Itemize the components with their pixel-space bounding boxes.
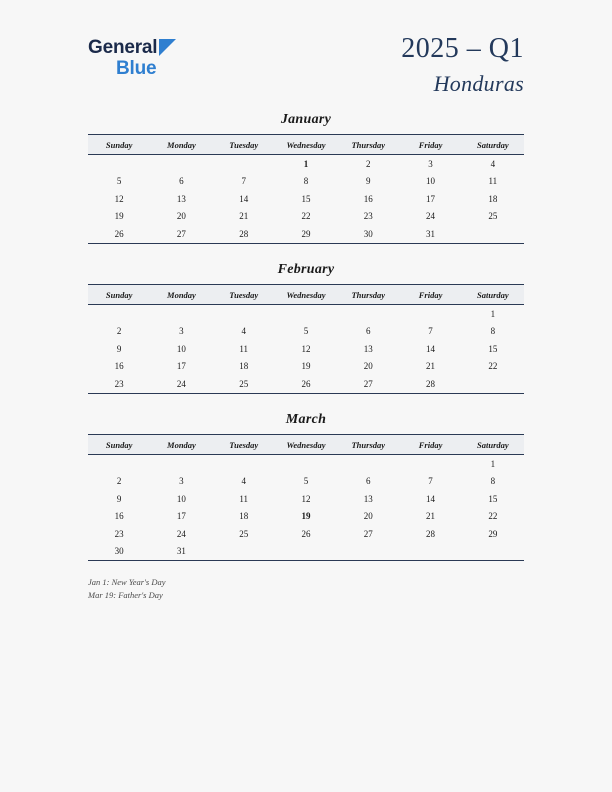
day-cell[interactable]: 20 [363, 511, 373, 522]
empty-day-cell [399, 305, 461, 323]
day-cell[interactable]: 10 [176, 493, 186, 504]
day-cell[interactable]: 8 [490, 326, 496, 337]
day-cell[interactable]: 19 [301, 361, 311, 372]
day-cell[interactable]: 6 [179, 176, 184, 187]
day-cell[interactable]: 4 [241, 326, 246, 337]
day-cell[interactable]: 8 [303, 176, 309, 187]
weekday-header-tuesday: Tuesday [213, 435, 275, 455]
weekday-header-thursday: Thursday [337, 435, 399, 455]
day-cell[interactable]: 29 [488, 528, 498, 539]
day-cell[interactable]: 17 [426, 193, 436, 204]
table-row [88, 473, 524, 491]
empty-day-cell [275, 455, 337, 473]
holiday-note: Mar 19: Father's Day [88, 590, 163, 601]
day-cell[interactable]: 20 [363, 361, 373, 372]
empty-day-cell [213, 305, 275, 323]
day-cell[interactable]: 23 [363, 211, 373, 222]
weekday-header-friday: Friday [399, 135, 461, 155]
day-cell[interactable]: 27 [363, 528, 373, 539]
page-subtitle: Honduras [433, 70, 524, 96]
day-cell[interactable]: 16 [114, 511, 124, 522]
table-row [88, 135, 524, 155]
empty-day-cell [337, 305, 399, 323]
day-cell[interactable]: 19 [301, 511, 311, 522]
empty-day-cell [462, 225, 524, 243]
empty-day-cell [213, 543, 275, 561]
day-cell[interactable]: 9 [366, 176, 371, 187]
month-block-february [88, 262, 524, 394]
weekday-header-sunday: Sunday [88, 135, 150, 155]
table-row [88, 508, 524, 526]
month-body [88, 455, 524, 561]
day-cell[interactable]: 14 [426, 493, 436, 504]
day-cell[interactable]: 20 [176, 211, 186, 222]
day-cell[interactable]: 15 [488, 493, 498, 504]
day-cell[interactable]: 14 [426, 343, 436, 354]
day-cell[interactable]: 15 [301, 193, 311, 204]
day-cell[interactable]: 27 [150, 225, 212, 243]
title-block [401, 34, 524, 97]
empty-day-cell [88, 305, 150, 323]
weekday-header-thursday: Thursday [337, 135, 399, 155]
table-row [88, 455, 524, 473]
weekday-header-row [88, 285, 524, 305]
month-body [88, 305, 524, 394]
holiday-notes [88, 576, 488, 602]
day-cell[interactable]: 25 [213, 375, 275, 393]
empty-day-cell [275, 305, 337, 323]
day-cell[interactable]: 17 [176, 511, 186, 522]
weekday-header-wednesday: Wednesday [275, 435, 337, 455]
day-cell[interactable]: 18 [239, 511, 249, 522]
day-cell[interactable]: 7 [428, 326, 433, 337]
month-title: January [280, 112, 332, 127]
day-cell[interactable]: 30 [88, 543, 150, 561]
table-row [88, 358, 524, 376]
day-cell[interactable]: 11 [239, 493, 249, 504]
day-cell[interactable]: 21 [426, 361, 436, 372]
table-row [88, 490, 524, 508]
empty-day-cell [150, 305, 212, 323]
month-table [88, 434, 524, 561]
day-cell[interactable]: 13 [176, 193, 186, 204]
day-cell[interactable]: 13 [363, 493, 373, 504]
day-cell[interactable]: 16 [363, 193, 373, 204]
day-cell[interactable]: 28 [213, 225, 275, 243]
empty-day-cell [150, 455, 212, 473]
day-cell[interactable]: 10 [176, 343, 186, 354]
day-cell[interactable]: 18 [239, 361, 249, 372]
day-cell[interactable]: 3 [179, 326, 184, 337]
table-row [88, 155, 524, 173]
day-cell[interactable]: 31 [150, 543, 212, 561]
table-row [88, 225, 524, 243]
weekday-header-monday: Monday [150, 435, 212, 455]
weekday-header-monday: Monday [150, 285, 212, 305]
day-cell[interactable]: 24 [426, 211, 436, 222]
brand-logo-row1 [88, 38, 176, 57]
table-row [88, 190, 524, 208]
table-row [88, 340, 524, 358]
weekday-header-thursday: Thursday [337, 285, 399, 305]
day-cell[interactable]: 7 [241, 176, 246, 187]
brand-name-general: General [88, 37, 158, 58]
empty-day-cell [337, 455, 399, 473]
weekday-header-friday: Friday [399, 285, 461, 305]
month-body [88, 155, 524, 244]
day-cell[interactable]: 27 [337, 375, 399, 393]
month-table [88, 284, 524, 394]
day-cell[interactable]: 12 [114, 193, 124, 204]
day-cell[interactable]: 22 [488, 511, 498, 522]
day-cell[interactable]: 10 [426, 176, 436, 187]
table-row [88, 375, 524, 393]
day-cell[interactable]: 2 [116, 326, 122, 337]
day-cell[interactable]: 1 [490, 308, 496, 319]
day-cell[interactable]: 17 [176, 361, 186, 372]
day-cell[interactable]: 29 [275, 225, 337, 243]
day-cell[interactable]: 5 [303, 326, 309, 337]
day-cell[interactable]: 2 [366, 158, 371, 169]
day-cell[interactable]: 15 [488, 343, 498, 354]
weekday-header-saturday: Saturday [462, 435, 524, 455]
day-cell[interactable]: 4 [490, 158, 496, 169]
day-cell[interactable]: 11 [239, 343, 249, 354]
day-cell[interactable]: 9 [116, 343, 122, 354]
day-cell[interactable]: 8 [490, 476, 496, 487]
day-cell[interactable]: 1 [303, 158, 309, 169]
month-title: March [285, 412, 327, 427]
day-cell[interactable]: 6 [366, 326, 371, 337]
table-row [88, 208, 524, 226]
day-cell[interactable]: 26 [301, 528, 311, 539]
day-cell[interactable]: 7 [428, 476, 433, 487]
day-cell[interactable]: 1 [490, 458, 496, 469]
table-row [88, 285, 524, 305]
empty-day-cell [462, 543, 524, 561]
day-cell[interactable]: 12 [301, 493, 311, 504]
day-cell[interactable]: 21 [426, 511, 436, 522]
weekday-header-tuesday: Tuesday [213, 135, 275, 155]
table-row [88, 305, 524, 323]
empty-day-cell [88, 155, 150, 173]
day-cell[interactable]: 26 [275, 375, 337, 393]
month-block-january [88, 112, 524, 244]
day-cell[interactable]: 5 [303, 476, 309, 487]
empty-day-cell [275, 543, 337, 561]
empty-day-cell [213, 455, 275, 473]
empty-day-cell [399, 543, 461, 561]
day-cell[interactable]: 25 [488, 211, 498, 222]
weekday-header-sunday: Sunday [88, 285, 150, 305]
table-row [88, 173, 524, 191]
page-title: 2025 – Q1 [401, 33, 524, 64]
day-cell[interactable]: 23 [114, 528, 124, 539]
day-cell[interactable]: 14 [239, 193, 249, 204]
day-cell[interactable]: 24 [176, 528, 186, 539]
day-cell[interactable]: 5 [116, 176, 122, 187]
weekday-header-row [88, 435, 524, 455]
empty-day-cell [399, 455, 461, 473]
holiday-note: Jan 1: New Year's Day [88, 577, 166, 587]
day-cell[interactable]: 28 [426, 528, 436, 539]
brand-logo [88, 38, 176, 78]
brand-triangle-icon [159, 39, 176, 56]
weekday-header-wednesday: Wednesday [275, 285, 337, 305]
day-cell[interactable]: 22 [488, 361, 498, 372]
month-block-march [88, 412, 524, 561]
day-cell[interactable]: 13 [363, 343, 373, 354]
empty-day-cell [150, 155, 212, 173]
weekday-header-row [88, 135, 524, 155]
weekday-header-saturday: Saturday [462, 135, 524, 155]
day-cell[interactable]: 2 [116, 476, 122, 487]
day-cell[interactable]: 22 [301, 211, 311, 222]
day-cell[interactable]: 9 [116, 493, 122, 504]
table-row [88, 323, 524, 341]
month-title: February [277, 262, 335, 277]
day-cell[interactable]: 24 [150, 375, 212, 393]
empty-day-cell [213, 155, 275, 173]
weekday-header-friday: Friday [399, 435, 461, 455]
day-cell[interactable]: 11 [488, 176, 498, 187]
day-cell[interactable]: 23 [88, 375, 150, 393]
day-cell[interactable]: 3 [428, 158, 433, 169]
weekday-header-sunday: Sunday [88, 435, 150, 455]
weekday-header-saturday: Saturday [462, 285, 524, 305]
table-row [88, 543, 524, 561]
brand-name-blue: Blue [116, 58, 157, 79]
empty-day-cell [88, 455, 150, 473]
day-cell[interactable]: 3 [179, 476, 184, 487]
table-row [88, 525, 524, 543]
day-cell[interactable]: 19 [114, 211, 124, 222]
day-cell[interactable]: 31 [399, 225, 461, 243]
weekday-header-wednesday: Wednesday [275, 135, 337, 155]
weekday-header-tuesday: Tuesday [213, 285, 275, 305]
day-cell[interactable]: 6 [366, 476, 371, 487]
table-row [88, 435, 524, 455]
empty-day-cell [337, 543, 399, 561]
day-cell[interactable]: 18 [488, 193, 498, 204]
day-cell[interactable]: 26 [88, 225, 150, 243]
day-cell[interactable]: 12 [301, 343, 311, 354]
day-cell[interactable]: 28 [399, 375, 461, 393]
empty-day-cell [462, 375, 524, 393]
day-cell[interactable]: 4 [241, 476, 246, 487]
day-cell[interactable]: 25 [239, 528, 249, 539]
day-cell[interactable]: 30 [337, 225, 399, 243]
day-cell[interactable]: 21 [239, 211, 249, 222]
day-cell[interactable]: 16 [114, 361, 124, 372]
weekday-header-monday: Monday [150, 135, 212, 155]
month-table [88, 134, 524, 244]
page-header [88, 34, 524, 94]
